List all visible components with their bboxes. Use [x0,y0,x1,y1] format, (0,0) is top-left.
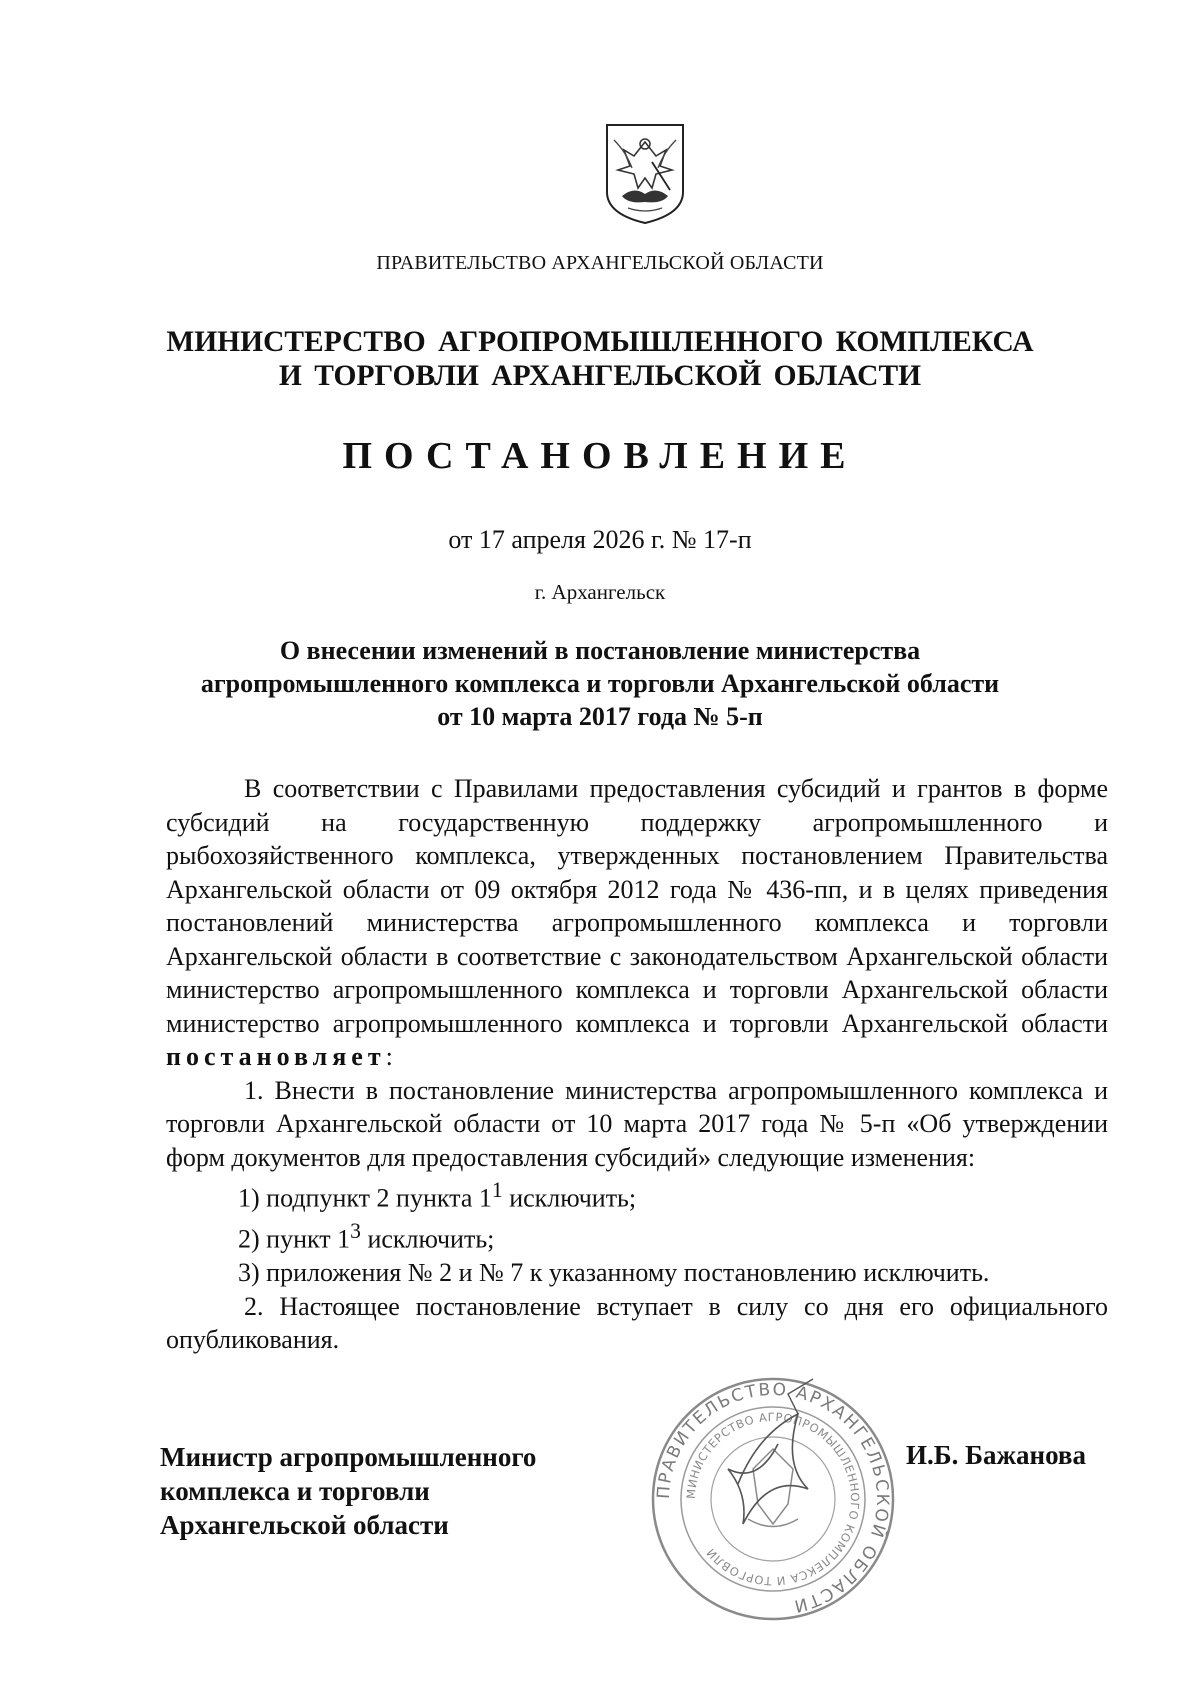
ministry-name [0,325,1200,393]
sub-item-2-text-end: исключить; [360,1224,495,1254]
sub-item-1 [166,1174,1108,1215]
signatory-name: И.Б. Бажанова [906,1440,1086,1470]
preamble-text: В соответствии с Правилами предоставления субсидий и грантов в форме субсидий на государственную поддержку агропромышленного и рыбохозяйственного комплекса, утвержденных постановлением Правительства Архангельской области от 09 октября 2012 года № 436-пп, и в целях приведения постановлений министерства агропромышленного комплекса и торговли Архангельской области в соответствие с законодательством Архангельской области министерство агропромышленного комплекса и торговли Архангельской области министерство агропромышленного комплекса и торговли Архангельской области [166,774,1108,1038]
document-type-title: ПОСТАНОВЛЕНИЕ [342,435,858,477]
signatory-title-line3: Архангельской области [160,1510,449,1540]
sub-item-1-text-end: исключить; [502,1183,637,1213]
sub-item-3: 3) приложения № 2 и № 7 к указанному постановлению исключить. [238,1258,990,1288]
ministry-name-line1: МИНИСТЕРСТВО АГРОПРОМЫШЛЕННОГО КОМПЛЕКСА [166,326,1034,358]
seal-inner-text: МИНИСТЕРСТВО АГРОПРОМЫШЛЕННОГО КОМПЛЕКСА И ТОРГОВЛИ [683,1409,863,1589]
city: г. Архангельск [534,580,666,604]
government-name: ПРАВИТЕЛЬСТВО АРХАНГЕЛЬСКОЙ ОБЛАСТИ [376,252,824,274]
coat-of-arms-emblem [604,122,686,226]
signatory-title-line1: Министр агропромышленного [160,1442,537,1472]
sub-item-2-text: 2) пункт 1 [238,1224,351,1254]
preamble-paragraph [166,772,1108,1074]
item-1-paragraph: 1. Внести в постановление министерства агропромышленного комплекса и торговли Архангельской области от 10 марта 2017 года № 5-п «Об утверждении форм документов для предоставления субсидий» следующие изменения: [166,1075,1108,1172]
seal-outer-text: ПРАВИТЕЛЬСТВО АРХАНГЕЛЬСКОЙ ОБЛАСТИ [653,1379,893,1617]
sub-item-1-superscript: 1 [491,1178,503,1202]
document-body [166,772,1108,1357]
subject-line3: от 10 марта 2017 года № 5-п [437,702,763,731]
official-seal-stamp [648,1374,898,1624]
ministry-name-line2: И ТОРГОВЛИ АРХАНГЕЛЬСКОЙ ОБЛАСТИ [278,360,922,392]
sub-item-2 [166,1215,1108,1256]
date-and-number: от 17 апреля 2026 г. № 17-п [448,525,752,554]
item-2-paragraph: 2. Настоящее постановление вступает в силу со дня его официального опубликования. [166,1291,1108,1355]
archangel-shield-icon [604,122,686,226]
seal-icon [648,1374,898,1624]
decree-colon: : [385,1042,393,1071]
sub-item-2-superscript: 3 [350,1219,361,1244]
subject-line1: О внесении изменений в постановление министерства [279,636,921,665]
document-subject [0,634,1200,733]
signatory-title-line2: комплекса и торговли [160,1476,430,1506]
subject-line2: агропромышленного комплекса и торговли Архангельской области [200,669,1000,698]
decree-word: постановляет [166,1042,386,1071]
sub-item-1-text: 1) подпункт 2 пункта 1 [238,1183,492,1213]
signatory-title [160,1440,536,1542]
